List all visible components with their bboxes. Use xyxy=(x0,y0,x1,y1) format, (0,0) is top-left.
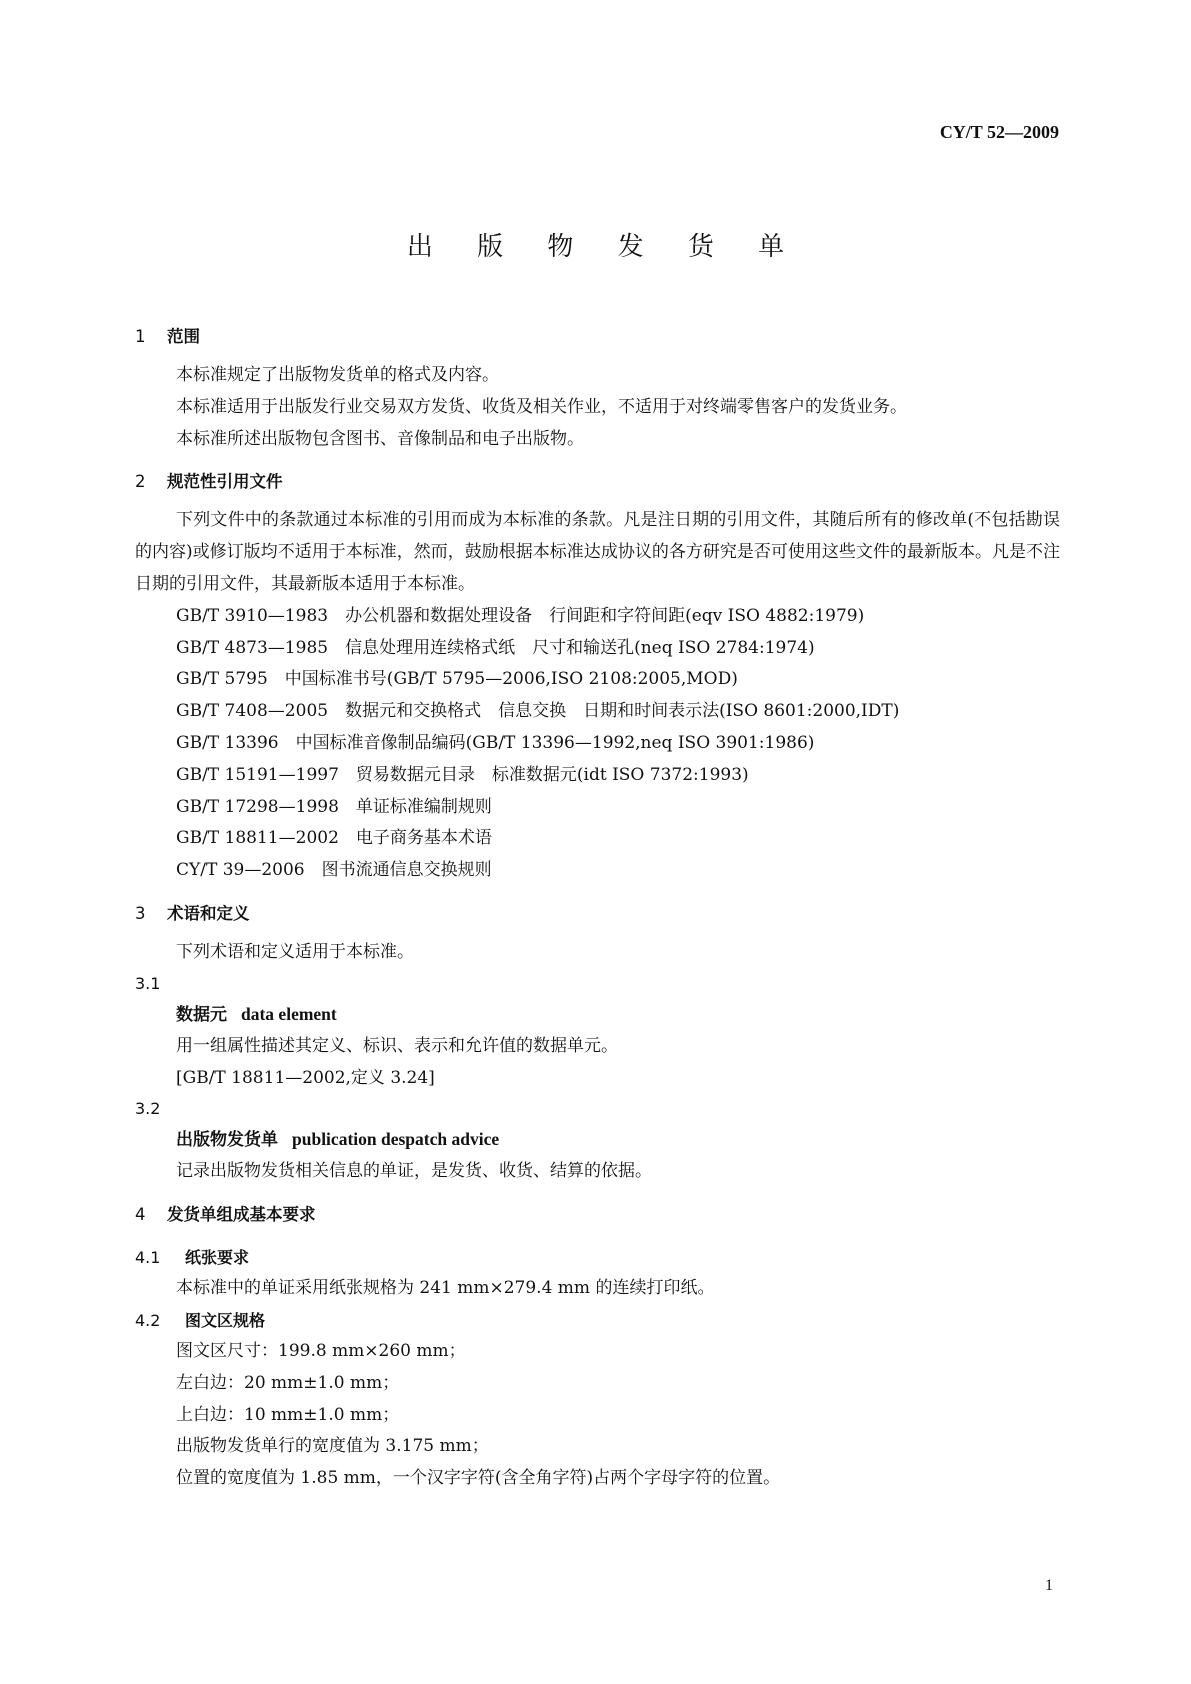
reference-item: GB/T 15191—1997 贸易数据元目录 标准数据元(idt ISO 7372:1993) xyxy=(176,764,749,785)
reference-item: CY/T 39—2006 图书流通信息交换规则 xyxy=(176,860,492,881)
subsection-title: 图文区规格 xyxy=(185,1310,266,1330)
term-source: [GB/T 18811—2002,定义 3.24] xyxy=(176,1067,435,1088)
subsection-title: 纸张要求 xyxy=(185,1248,250,1268)
subsection-heading xyxy=(135,1305,1060,1336)
page-number: 1 xyxy=(1045,1577,1053,1594)
section-heading xyxy=(135,322,1060,352)
paragraph: 下列术语和定义适用于本标准。 xyxy=(176,941,414,962)
reference-item: GB/T 3910—1983 办公机器和数据处理设备 行间距和字符间距(eqv ISO 4882:1979) xyxy=(176,605,865,626)
reference-item: GB/T 7408—2005 数据元和交换格式 信息交换 日期和时间表示法(ISO 8601:2000,IDT) xyxy=(176,701,900,722)
section-title: 发货单组成基本要求 xyxy=(167,1205,316,1225)
document-body xyxy=(135,322,1060,1495)
paragraph: 本标准适用于出版发行业交易双方发货、收货及相关作业，不适用于对终端零售客户的发货业务。 xyxy=(176,396,907,417)
section-number: 3 xyxy=(135,903,146,923)
paragraph: 本标准所述出版物包含图书、音像制品和电子出版物。 xyxy=(176,428,584,449)
document-code: CY/T 52—2009 xyxy=(939,122,1059,142)
term-definition: 记录出版物发货相关信息的单证，是发货、收货、结算的依据。 xyxy=(176,1161,652,1182)
paragraph: 本标准中的单证采用纸张规格为 241 mm×279.4 mm 的连续打印纸。 xyxy=(176,1278,715,1299)
section-number: 1 xyxy=(135,327,146,346)
subsection-number: 4.1 xyxy=(135,1248,161,1268)
section-number: 4 xyxy=(135,1205,146,1225)
term-en: publication despatch advice xyxy=(292,1129,500,1150)
reference-item: GB/T 4873—1985 信息处理用连续格式纸 尺寸和输送孔(neq ISO 2784:1974) xyxy=(176,637,815,658)
section-heading xyxy=(135,1200,1060,1230)
spec-line: 图文区尺寸：199.8 mm×260 mm； xyxy=(176,1340,466,1361)
paragraph: 下列文件中的条款通过本标准的引用而成为本标准的条款。凡是注日期的引用文件，其随后所有的修改单(不包括勘误的内容)或修订版均不适用于本标准，然而，鼓励根据本标准达成协议的各方研究是否可使用这些文件的最新版本。凡是不注日期的引用文件，其最新版本适用于本标准。 xyxy=(135,510,1060,594)
reference-item: GB/T 13396 中国标准音像制品编码(GB/T 13396—1992,neq ISO 3901:1986) xyxy=(176,732,815,753)
paragraph: 本标准规定了出版物发货单的格式及内容。 xyxy=(176,365,499,385)
spec-line: 上白边：10 mm±1.0 mm； xyxy=(176,1404,400,1425)
clause-number: 3.1 xyxy=(135,973,161,993)
term-zh: 数据元 xyxy=(176,1004,227,1025)
section-title: 术语和定义 xyxy=(167,903,250,923)
section-number: 2 xyxy=(135,472,146,492)
section-heading xyxy=(135,899,1060,929)
page-title: 出 版 物 发 货 单 xyxy=(406,232,803,262)
spec-line: 左白边：20 mm±1.0 mm； xyxy=(176,1372,400,1393)
subsection-heading xyxy=(135,1242,1060,1273)
spec-line: 出版物发货单行的宽度值为 3.175 mm； xyxy=(176,1436,489,1457)
reference-item: GB/T 17298—1998 单证标准编制规则 xyxy=(176,796,492,817)
term-en: data element xyxy=(241,1003,337,1024)
subsection-number: 4.2 xyxy=(135,1310,161,1330)
clause-number: 3.2 xyxy=(135,1099,161,1119)
section-title: 范围 xyxy=(167,327,200,346)
section-title: 规范性引用文件 xyxy=(167,472,283,492)
term-definition: 用一组属性描述其定义、标识、表示和允许值的数据单元。 xyxy=(176,1035,618,1056)
reference-item: GB/T 18811—2002 电子商务基本术语 xyxy=(176,828,492,849)
spec-line: 位置的宽度值为 1.85 mm，一个汉字字符(含全角字符)占两个字母字符的位置。 xyxy=(176,1468,781,1489)
section-heading xyxy=(135,467,1060,497)
term-zh: 出版物发货单 xyxy=(176,1130,278,1151)
term-entry xyxy=(135,999,1060,1031)
term-entry xyxy=(135,1124,1060,1156)
reference-item: GB/T 5795 中国标准书号(GB/T 5795—2006,ISO 2108:2005,MOD) xyxy=(176,669,738,690)
